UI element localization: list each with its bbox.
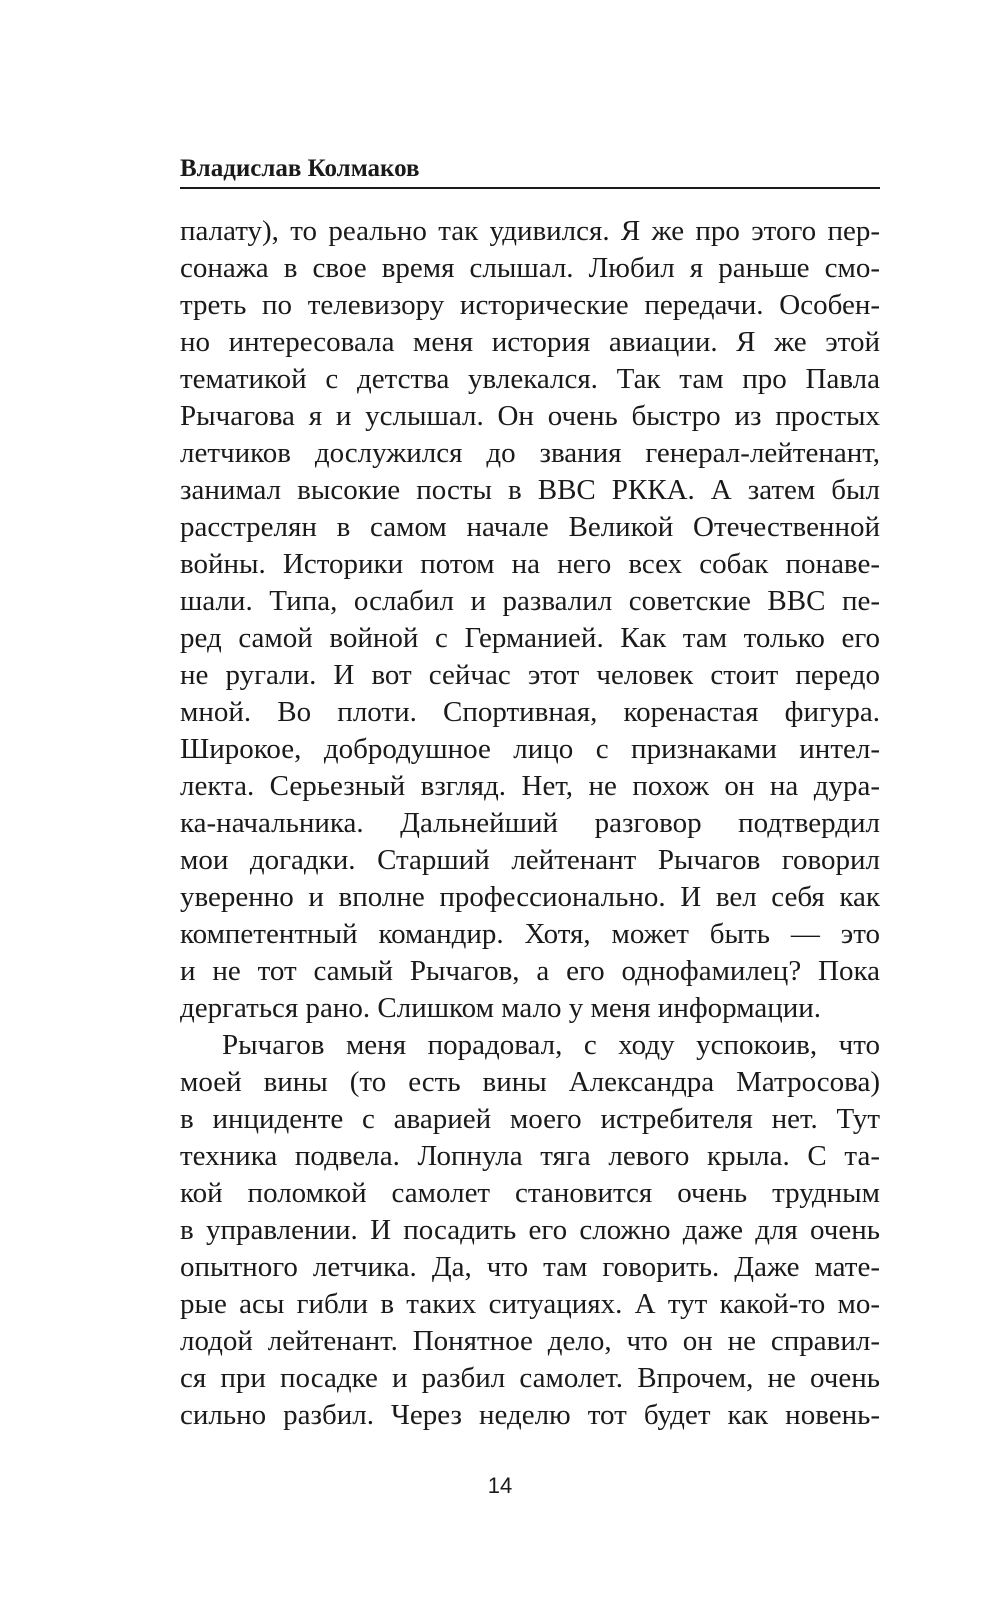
- page-body: [180, 213, 880, 1434]
- text-line: сильно разбил. Через неделю тот будет как новень-: [180, 1399, 880, 1431]
- author-name: Владислав Колмаков: [180, 155, 420, 182]
- text-line: лекта. Серьезный взгляд. Нет, не похож он на дура-: [180, 770, 880, 802]
- text-line: и не тот самый Рычагов, а его однофамилец? Пока: [180, 955, 880, 987]
- text-line: рые асы гибли в таких ситуациях. А тут какой-то мо-: [180, 1288, 880, 1320]
- text-line: занимал высокие посты в ВВС РККА. А затем был: [180, 474, 880, 506]
- text-line: войны. Историки потом на него всех собак понаве-: [180, 548, 880, 580]
- text-line: тематикой с детства увлекался. Так там про Павла: [180, 363, 880, 395]
- text-line: расстрелян в самом начале Великой Отечественной: [180, 511, 880, 543]
- text-line: ка-начальника. Дальнейший разговор подтвердил: [180, 807, 880, 839]
- text-line: но интересовала меня история авиации. Я же этой: [180, 326, 880, 358]
- text-line: не ругали. И вот сейчас этот человек стоит передо: [180, 659, 880, 691]
- text-line: моей вины (то есть вины Александра Матросова): [180, 1066, 880, 1098]
- text-line: мной. Во плоти. Спортивная, коренастая фигура.: [180, 696, 880, 728]
- text-line: палату), то реально так удивился. Я же про этого пер-: [180, 215, 880, 247]
- text-line: кой поломкой самолет становится очень трудным: [180, 1177, 880, 1209]
- text-line: Рычагов меня порадовал, с ходу успокоив, что: [222, 1029, 880, 1061]
- text-line: мои догадки. Старший лейтенант Рычагов говорил: [180, 844, 880, 876]
- text-line: опытного летчика. Да, что там говорить. Даже мате-: [180, 1251, 880, 1283]
- text-line: Широкое, добродушное лицо с признаками интел-: [180, 733, 880, 765]
- text-line: летчиков дослужился до звания генерал-лейтенант,: [180, 437, 880, 469]
- text-line: ся при посадке и разбил самолет. Впрочем, не очень: [180, 1362, 880, 1394]
- text-line: сонажа в свое время слышал. Любил я раньше смо-: [180, 252, 880, 284]
- text-line: шали. Типа, ослабил и развалил советские ВВС пе-: [180, 585, 880, 617]
- text-line: техника подвела. Лопнула тяга левого крыла. С та-: [180, 1140, 880, 1172]
- text-line: лодой лейтенант. Понятное дело, что он не справил-: [180, 1325, 880, 1357]
- text-line: в инциденте с аварией моего истребителя нет. Тут: [180, 1103, 880, 1135]
- text-line: в управлении. И посадить его сложно даже для очень: [180, 1214, 880, 1246]
- page-number: 14: [487, 1473, 513, 1498]
- text-line: уверенно и вполне профессионально. И вел себя как: [180, 881, 880, 913]
- text-line: ред самой войной с Германией. Как там только его: [180, 622, 880, 654]
- running-header: [180, 153, 880, 189]
- text-line: дергаться рано. Слишком мало у меня информации.: [180, 992, 822, 1024]
- text-line: Рычагова я и услышал. Он очень быстро из простых: [180, 400, 880, 432]
- text-line: компетентный командир. Хотя, может быть — это: [180, 918, 880, 950]
- text-line: треть по телевизору исторические передачи. Особен-: [180, 289, 880, 321]
